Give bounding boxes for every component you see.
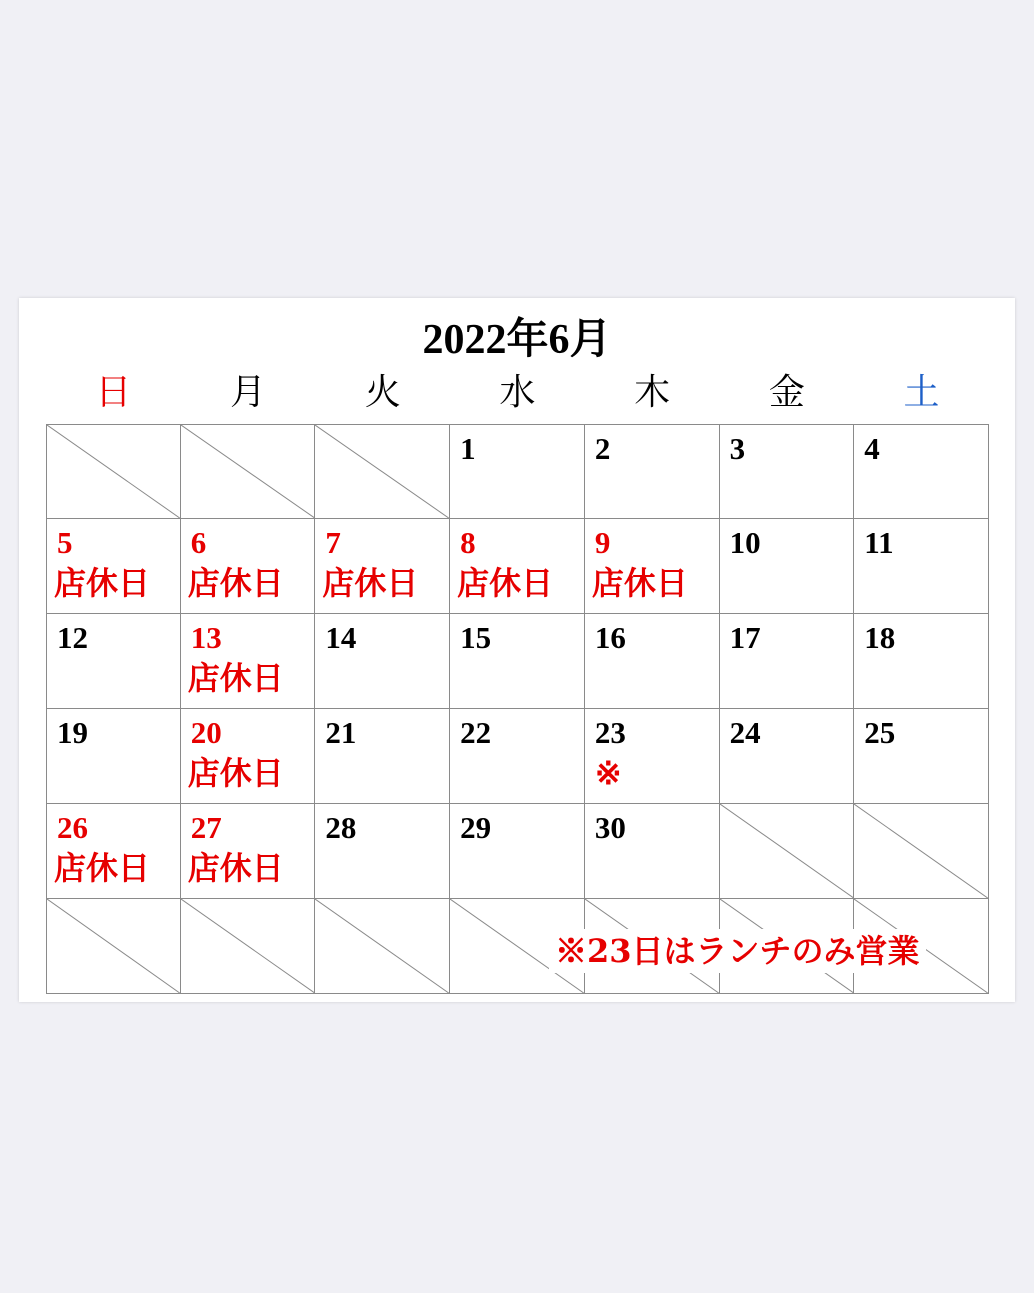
day-cell (854, 519, 989, 614)
day-number: 23 (594, 715, 626, 750)
day-number: 17 (729, 620, 761, 655)
day-cell (854, 424, 989, 519)
day-cell (315, 614, 450, 709)
day-cell (315, 804, 450, 899)
day-number: 18 (864, 620, 896, 655)
day-number: 7 (325, 525, 341, 560)
day-cell (46, 614, 181, 709)
day-cell (720, 424, 855, 519)
day-number: 5 (57, 525, 73, 560)
day-cell (450, 519, 585, 614)
special-mark: ※ (594, 754, 622, 792)
footer-note: ※23日はランチのみ営業 (549, 929, 926, 973)
day-cell (315, 519, 450, 614)
day-number: 14 (325, 620, 357, 655)
day-number: 25 (864, 715, 896, 750)
diagonal-slash (47, 899, 180, 993)
day-number: 9 (594, 525, 611, 560)
diagonal-slash (720, 804, 854, 898)
weekday-header (46, 368, 989, 418)
day-cell (450, 614, 585, 709)
day-cell (181, 519, 316, 614)
empty-day-cell (181, 424, 316, 519)
closed-label: 店休日 (457, 564, 554, 602)
weekday-monday: 月 (230, 372, 267, 413)
day-number: 20 (190, 715, 222, 750)
empty-day-cell (315, 424, 450, 519)
closed-label: 店休日 (187, 659, 284, 697)
day-cell (181, 709, 316, 804)
day-number: 24 (729, 715, 761, 750)
empty-day-cell (720, 804, 855, 899)
diagonal-slash (854, 804, 988, 898)
empty-day-cell (315, 899, 450, 994)
day-number: 21 (325, 715, 357, 750)
day-number: 1 (460, 431, 476, 466)
day-number: 8 (460, 525, 476, 560)
day-number: 30 (594, 810, 626, 845)
closed-label: 店休日 (187, 754, 284, 792)
calendar-title: 2022年6月 (422, 317, 612, 363)
day-number: 6 (190, 525, 207, 560)
day-number: 11 (864, 525, 894, 560)
day-number: 22 (460, 715, 492, 750)
day-cell (450, 424, 585, 519)
day-number: 10 (729, 525, 761, 560)
day-cell (854, 614, 989, 709)
day-cell (181, 804, 316, 899)
empty-day-cell (181, 899, 316, 994)
day-number: 27 (190, 810, 222, 845)
diagonal-slash (315, 425, 449, 518)
day-cell (585, 614, 720, 709)
closed-label: 店休日 (187, 564, 284, 602)
day-cell (585, 519, 720, 614)
empty-day-cell (46, 899, 181, 994)
closed-label: 店休日 (54, 564, 151, 602)
closed-label: 店休日 (54, 849, 151, 887)
diagonal-slash (47, 425, 180, 518)
day-number: 26 (57, 810, 88, 845)
day-number: 29 (460, 810, 492, 845)
day-cell (315, 709, 450, 804)
day-cell (450, 804, 585, 899)
day-cell (720, 614, 855, 709)
weekday-wednesday: 水 (499, 372, 536, 413)
day-number: 3 (729, 431, 746, 466)
day-number: 28 (325, 810, 357, 845)
day-cell (585, 804, 720, 899)
weekday-thursday: 木 (634, 372, 671, 413)
calendar-grid (46, 424, 989, 994)
day-cell (720, 709, 855, 804)
weekday-sunday: 日 (95, 372, 132, 413)
day-cell (46, 709, 181, 804)
day-cell (585, 709, 720, 804)
day-number: 2 (594, 431, 611, 466)
closed-label: 店休日 (322, 564, 419, 602)
weekday-saturday: 土 (903, 372, 940, 413)
closed-label: 店休日 (187, 849, 284, 887)
calendar-card (19, 298, 1015, 1002)
empty-day-cell (46, 424, 181, 519)
day-cell (46, 804, 181, 899)
day-cell (585, 424, 720, 519)
diagonal-slash (315, 899, 449, 993)
day-number: 13 (190, 620, 222, 655)
day-cell (450, 709, 585, 804)
weekday-friday: 金 (768, 372, 805, 413)
day-number: 15 (460, 620, 492, 655)
closed-label: 店休日 (591, 564, 688, 602)
day-number: 16 (594, 620, 626, 655)
diagonal-slash (181, 899, 315, 993)
day-number: 19 (57, 715, 88, 750)
day-number: 12 (57, 620, 88, 655)
day-cell (720, 519, 855, 614)
diagonal-slash (181, 425, 315, 518)
weekday-tuesday: 火 (364, 372, 401, 413)
day-cell (46, 519, 181, 614)
day-number: 4 (864, 431, 880, 466)
day-cell (854, 709, 989, 804)
day-cell (181, 614, 316, 709)
empty-day-cell (854, 804, 989, 899)
